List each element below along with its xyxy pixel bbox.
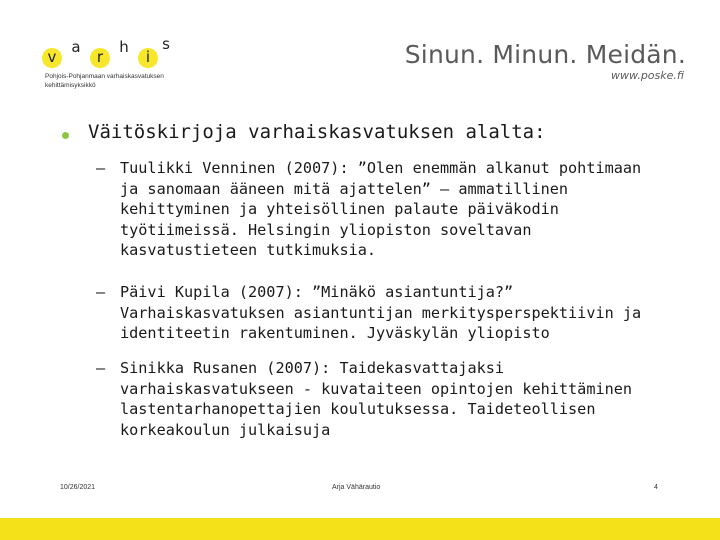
- dash-marker: –: [96, 159, 106, 177]
- footer-date: 10/26/2021: [60, 484, 96, 491]
- bottom-accent-bar: [0, 518, 720, 540]
- list-item: [88, 358, 668, 440]
- dash-marker: –: [96, 283, 106, 301]
- varhis-logo: [38, 30, 178, 92]
- list-item-text: Tuulikki Venninen (2007): ”Olen enemmän alkanut pohtimaan ja sanomaan ääneen mitä ajattelen” – ammatillinen kehittyminen ja yhteisöllinen palaute päiväkodin työtiimeissä. Helsingin yliopiston soveltavan kasvatustieteen tutkimuksia.: [120, 159, 642, 259]
- bullet-dot-icon: [62, 132, 69, 139]
- logo-letter-v: v: [42, 48, 62, 68]
- logo-subtitle-line2: kehittämisyksikkö: [45, 82, 96, 89]
- brand-url: www.poske.fi: [611, 69, 684, 82]
- list-item-text: Päivi Kupila (2007): ”Minäkö asiantuntija?” Varhaiskasvatuksen asiantuntijan merkitysperspektiivin ja identiteetin rakentuminen. Jyväskylän yliopisto: [120, 283, 642, 342]
- logo-subtitle-line1: Pohjois-Pohjanmaan varhaiskasvatuksen: [45, 73, 164, 80]
- list-item-text: Sinikka Rusanen (2007): Taidekasvattajaksi varhaiskasvatukseen - kuvataiteen opintojen kehittäminen lastentarhanopettajien koulutuksessa. Taideteollisen korkeakoulun julkaisuja: [120, 359, 633, 439]
- logo-letter-a: a: [66, 38, 86, 58]
- logo-letter-i: i: [138, 48, 158, 68]
- slide-heading: Väitöskirjoja varhaiskasvatuksen alalta:: [88, 121, 546, 143]
- dash-marker: –: [96, 359, 106, 377]
- footer-page-number: 4: [654, 484, 658, 491]
- logo-letter-h: h: [114, 38, 134, 58]
- list-item: [88, 158, 668, 261]
- footer-author: Arja Vähärautio: [332, 484, 381, 491]
- brand-slogan: Sinun. Minun. Meidän.: [404, 40, 686, 69]
- list-item: [88, 282, 668, 344]
- logo-letter-s: s: [156, 35, 176, 55]
- logo-letter-r: r: [90, 48, 110, 68]
